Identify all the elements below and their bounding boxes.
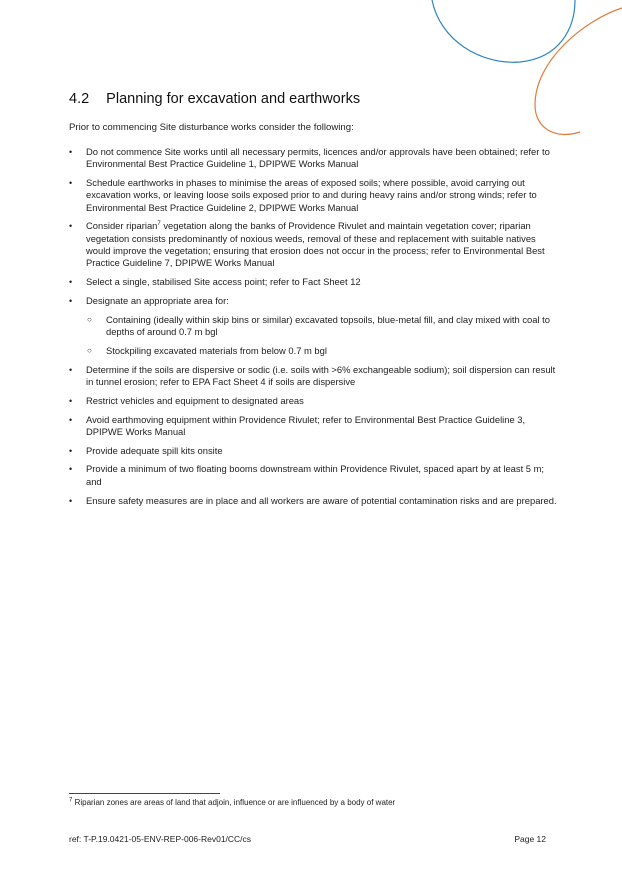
section-title: Planning for excavation and earthworks [106, 91, 361, 107]
bullet-glyph: • [69, 277, 73, 288]
list-item: • Do not commence Site works until all necessary permits, licences and/or approvals have been obtained; refer to Environmental Best Practice Guideline 1, DPIPWE Works Manual [69, 146, 550, 170]
bullet-glyph: • [69, 495, 73, 506]
decorative-arcs [0, 0, 622, 140]
bullet-glyph: • [69, 464, 73, 475]
bullet-glyph: • [69, 364, 73, 375]
footer-reference: ref: T-P.19.0421-05-ENV-REP-006-Rev01/CC/cs [69, 834, 252, 844]
list-item: • Consider riparian$^7$ vegetation along the banks of Providence Rivulet and maintain vegetation cover; riparian vegetation consists predominantly of noxious weeds, removal of these and replacement with suitable natives would improve the vegetation; ensuring that erosion does not occur in the process; refer to Environmental Best Practice Guideline 7, DPIPWE Works Manual [69, 220, 545, 269]
bullet-glyph: • [69, 295, 73, 306]
section-number: 4.2 [69, 91, 90, 107]
footnote-ref: 7 [157, 221, 161, 228]
list-item: • Schedule earthworks in phases to minimise the areas of exposed soils; where possible, avoid carrying out excavation works, or leaving loose soils exposed prior to and during heavy rains and/or strong winds; refer to Environmental Best Practice Guideline 2, DPIPWE Works Manual [69, 177, 537, 213]
list-item: • Restrict vehicles and equipment to designated areas [69, 394, 304, 406]
bullet-glyph: • [69, 445, 73, 456]
sub-list-item: ○ Stockpiling excavated materials from below 0.7 m bgl [87, 344, 327, 356]
bullet-glyph: • [69, 414, 73, 425]
footnote-separator [69, 793, 220, 794]
bullet-glyph: • [69, 178, 73, 189]
list-item: • Avoid earthmoving equipment within Providence Rivulet; refer to Environmental Best Practice Guideline 3, DPIPWE Works Manual [69, 413, 526, 437]
footnote [69, 798, 395, 807]
section-heading [69, 91, 360, 107]
list-item: • Determine if the soils are dispersive or sodic (i.e. soils with >6% exchangeable sodium); soil dispersion can result in tunnel erosion; refer to EPA Fact Sheet 4 if soils are dispersive [69, 363, 556, 387]
list-item: • Ensure safety measures are in place and all workers are aware of potential contamination risks and are prepared. [69, 494, 557, 506]
intro-paragraph: Prior to commencing Site disturbance works consider the following: [69, 122, 354, 133]
list-item: • Select a single, stabilised Site access point; refer to Fact Sheet 12 [69, 276, 361, 288]
list-item: • Designate an appropriate area for: [69, 294, 229, 306]
orange-arc [535, 8, 622, 134]
sub-list-item: ○ Containing (ideally within skip bins or similar) excavated topsoils, blue-metal fill, and clay mixed with coal to depths of around 0.7 m bgl [87, 313, 550, 338]
sub-bullet-glyph: ○ [87, 345, 92, 355]
bullet-glyph: • [69, 221, 73, 232]
footnote-number: 7 [69, 797, 73, 804]
page-number: Page 12 [514, 834, 546, 844]
list-item: • Provide a minimum of two floating booms downstream within Providence Rivulet, spaced apart by at least 5 m; and [69, 463, 545, 487]
sub-bullet-glyph: ○ [87, 314, 92, 324]
footnote-text: Riparian zones are areas of land that adjoin, influence or are influenced by a body of water [74, 798, 396, 807]
blue-arc [432, 0, 575, 62]
bullet-glyph: • [69, 395, 73, 406]
list-item: • Provide adequate spill kits onsite [69, 444, 223, 456]
bullet-glyph: • [69, 147, 73, 157]
bullet-list [69, 146, 561, 513]
